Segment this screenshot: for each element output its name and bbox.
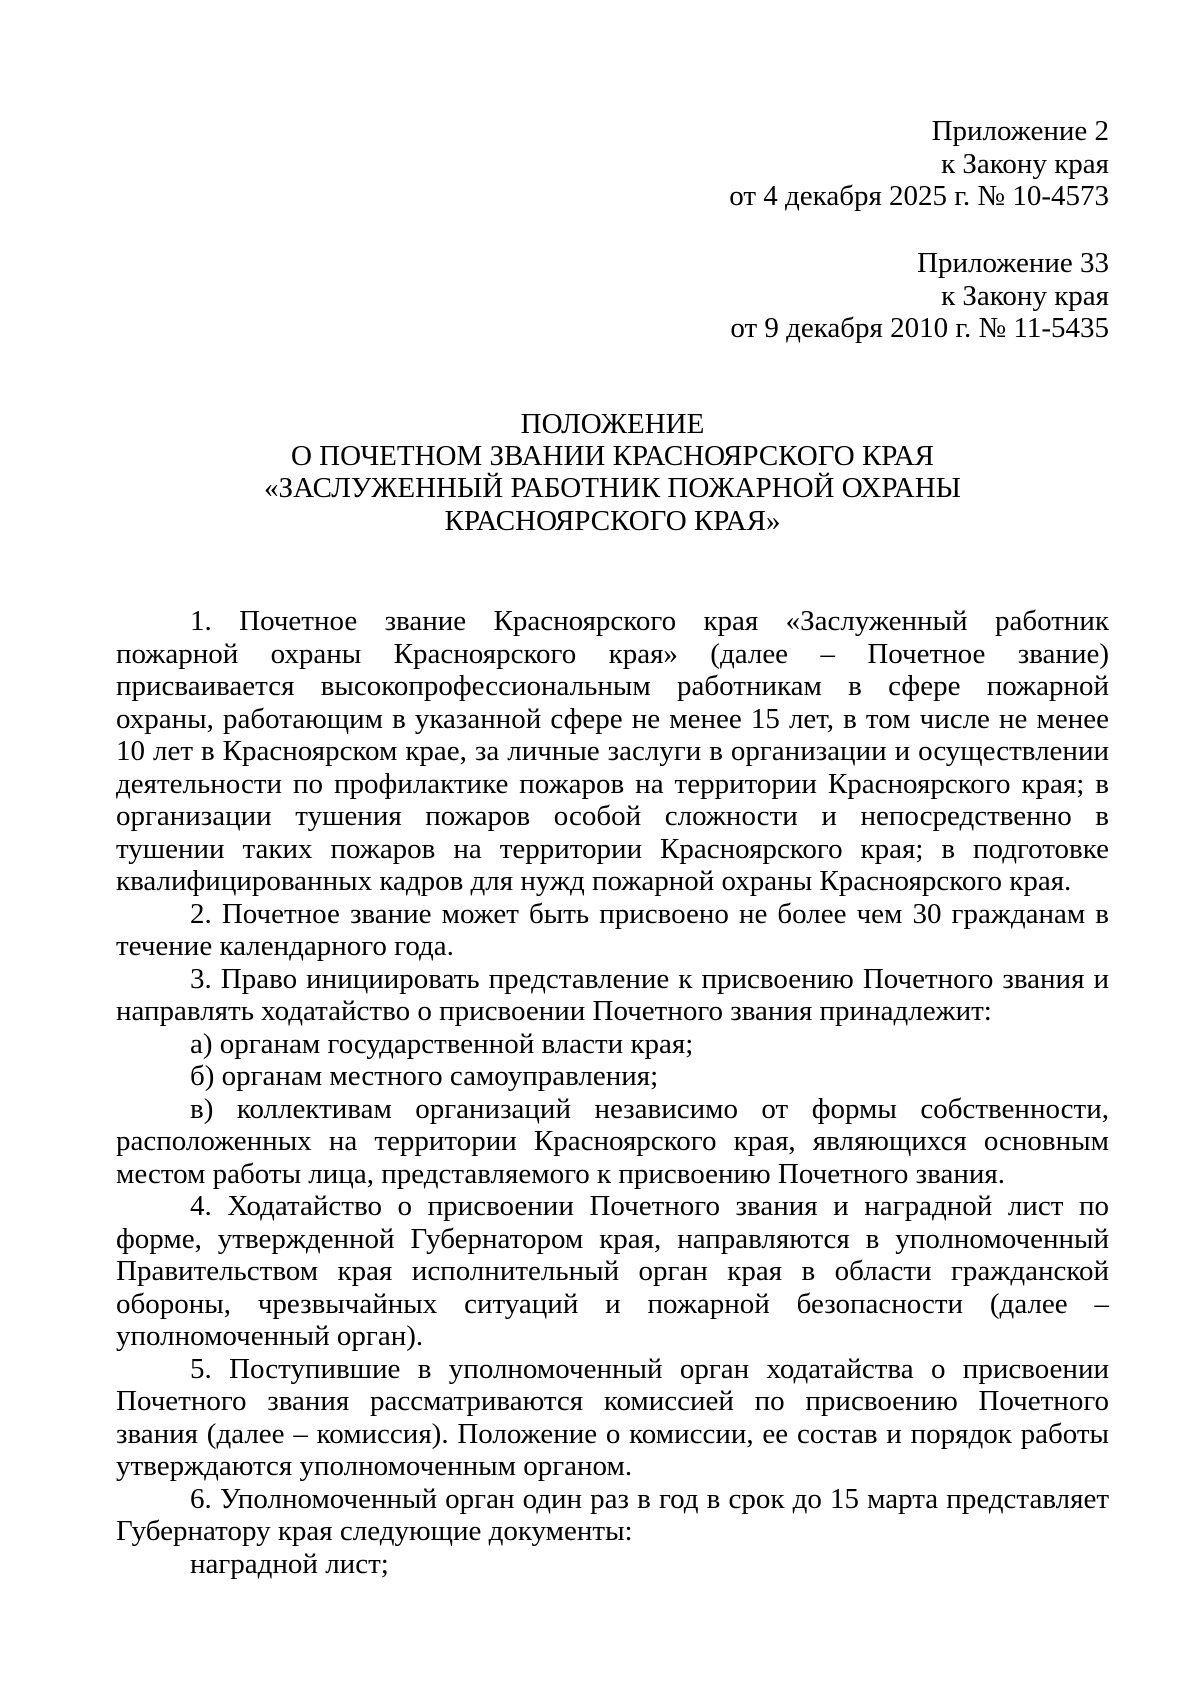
title-line: КРАСНОЯРСКОГО КРАЯ» xyxy=(444,504,781,537)
paragraph-3: 3. Право инициировать представление к присвоению Почетного звания и направлять ходатайство о присвоении Почетного звания принадлежит: xyxy=(116,962,1109,1027)
list-item-award-sheet: наградной лист; xyxy=(190,1547,389,1580)
title-line: ПОЛОЖЕНИЕ xyxy=(520,408,705,440)
paragraph-2: 2. Почетное звание может быть присвоено не более чем 30 гражданам в течение календарного года. xyxy=(116,897,1109,962)
title-line: «ЗАСЛУЖЕННЫЙ РАБОТНИК ПОЖАРНОЙ ОХРАНЫ xyxy=(264,472,961,505)
annex-law-date: от 4 декабря 2025 г. № 10-4573 xyxy=(729,180,1109,212)
paragraph-5: 5. Поступившие в уполномоченный орган ходатайства о присвоении Почетного звания рассматриваются комиссией по присвоению Почетного звания (далее – комиссия). Положение о комиссии, ее состав и порядок работы утверждаются уполномоченным органом. xyxy=(116,1352,1109,1482)
annex-law-ref: к Закону края xyxy=(941,147,1109,180)
list-item-c: в) коллективам организаций независимо от формы собственности, расположенных на территории Красноярского края, являющихся основным местом работы лица, представляемого к присвоению Почетного звания. xyxy=(116,1092,1109,1190)
paragraph-4: 4. Ходатайство о присвоении Почетного звания и наградной лист по форме, утвержденной Губернатором края, направляются в уполномоченный Правительством края исполнительный орган края в области гражданской обороны, чрезвычайных ситуаций и пожарной безопасности (далее – уполномоченный орган). xyxy=(116,1190,1109,1352)
annex-law-ref: к Закону края xyxy=(941,279,1109,312)
list-item-a: а) органам государственной власти края; xyxy=(190,1027,694,1060)
paragraph-6: 6. Уполномоченный орган один раз в год в срок до 15 марта представляет Губернатору края следующие документы: xyxy=(116,1482,1109,1547)
paragraph-1: 1. Почетное звание Красноярского края «Заслуженный работник пожарной охраны Красноярского края» (далее – Почетное звание) присваивается высокопрофессиональным работникам в сфере пожарной охраны, работающим в указанной сфере не менее 15 лет, в том числе не менее 10 лет в Красноярском крае, за личные заслуги в организации и осуществлении деятельности по профилактике пожаров на территории Красноярского края; в организации тушения пожаров особой сложности и непосредственно в тушении таких пожаров на территории Красноярского края; в подготовке квалифицированных кадров для нужд пожарной охраны Красноярского края. xyxy=(116,605,1109,897)
annex-current-header xyxy=(729,115,1109,213)
annex-previous-header xyxy=(730,247,1109,345)
annex-number: Приложение 33 xyxy=(917,247,1109,279)
document-body xyxy=(116,605,1109,1580)
title-line: О ПОЧЕТНОМ ЗВАНИИ КРАСНОЯРСКОГО КРАЯ xyxy=(290,440,935,473)
list-item-b: б) органам местного самоуправления; xyxy=(190,1060,659,1092)
annex-number: Приложение 2 xyxy=(931,115,1109,147)
annex-law-date: от 9 декабря 2010 г. № 11-5435 xyxy=(730,312,1109,344)
document-title xyxy=(116,408,1109,537)
